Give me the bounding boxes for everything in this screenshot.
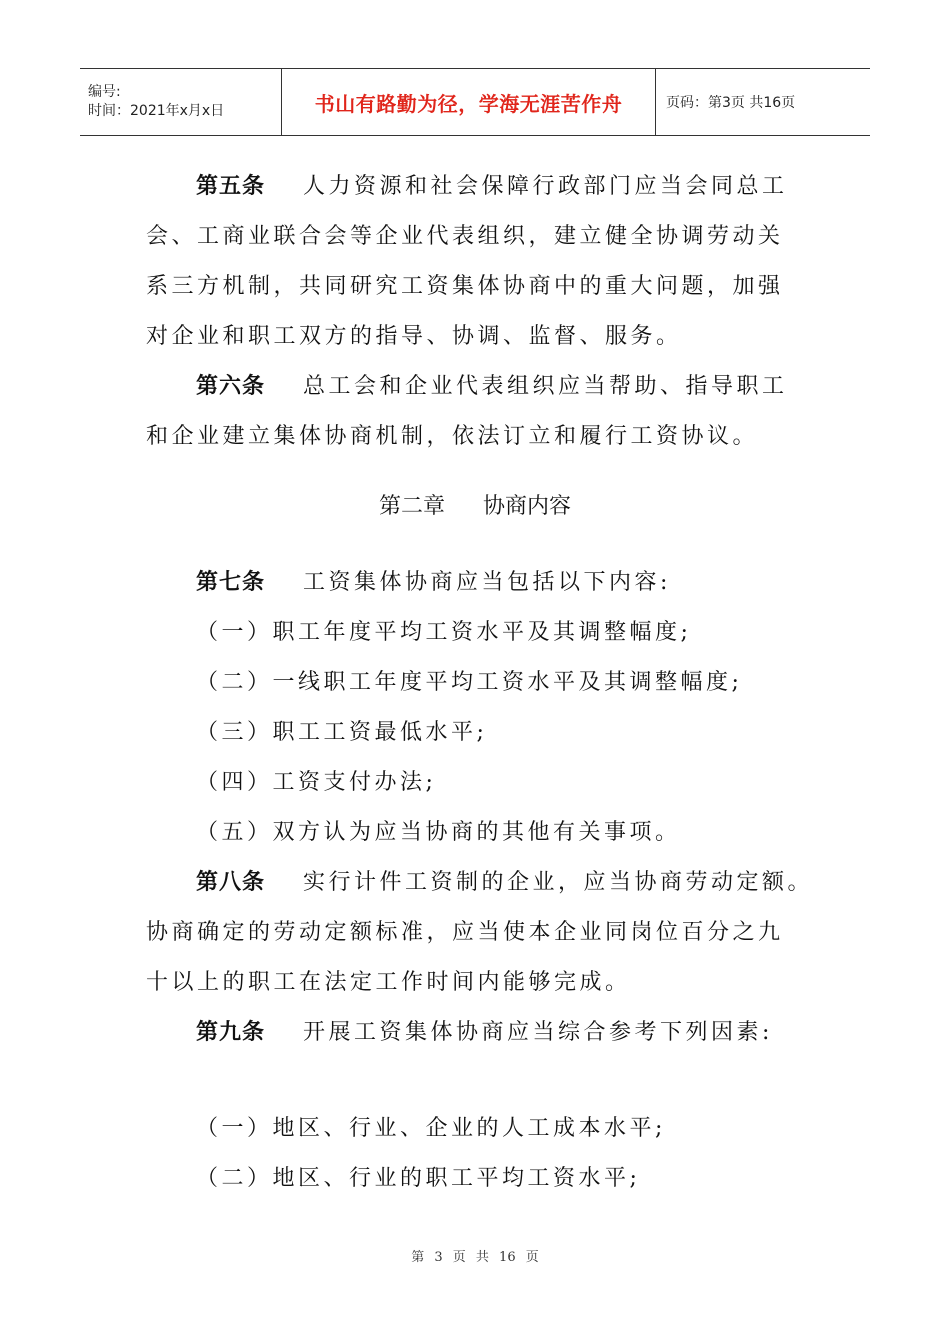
article-6-line-2: 和企业建立集体协商机制，依法订立和履行工资协议。 — [146, 424, 759, 449]
chapter-number: 第二章 — [378, 494, 445, 519]
article-7-item-3: （三）职工工资最低水平; — [196, 720, 488, 745]
article-9-heading: 第九条 — [196, 1020, 266, 1045]
header-meta-cell — [80, 69, 282, 135]
article-8-heading: 第八条 — [196, 870, 266, 895]
article-8-line-2: 协商确定的劳动定额标准，应当使本企业同岗位百分之九 — [146, 920, 784, 945]
article-7-item-4: （四）工资支付办法; — [196, 770, 437, 795]
header-motto: 书山有路勤为径，学海无涯苦作舟 — [314, 91, 623, 116]
article-5-line-1 — [196, 172, 788, 202]
document-number-label: 编号: — [88, 84, 121, 100]
document-time-label: 时间：2021年x月x日 — [88, 103, 225, 119]
article-8-line-1 — [196, 868, 813, 898]
article-5-text: 人力资源和社会保障行政部门应当会同总工 — [303, 174, 788, 199]
article-6-text: 总工会和企业代表组织应当帮助、指导职工 — [303, 374, 788, 399]
article-9-text: 开展工资集体协商应当综合参考下列因素: — [303, 1020, 773, 1045]
article-6-heading: 第六条 — [196, 374, 266, 399]
article-7-item-5: （五）双方认为应当协商的其他有关事项。 — [196, 820, 681, 845]
article-7-line-1 — [196, 568, 671, 598]
header-page-info: 页码：第3页 共16页 — [666, 95, 796, 111]
article-7-text: 工资集体协商应当包括以下内容: — [303, 570, 671, 595]
article-7-heading: 第七条 — [196, 570, 266, 595]
chapter-heading — [0, 492, 950, 522]
article-5-line-2: 会、工商业联合会等企业代表组织，建立健全协调劳动关 — [146, 224, 784, 249]
article-9-item-1: （一）地区、行业、企业的人工成本水平; — [196, 1116, 666, 1141]
chapter-title: 协商内容 — [483, 494, 572, 519]
article-8-line-3: 十以上的职工在法定工作时间内能够完成。 — [146, 970, 631, 995]
article-5-line-4: 对企业和职工双方的指导、协调、监督、服务。 — [146, 324, 682, 349]
header-page-cell — [656, 69, 870, 135]
article-7-item-1: （一）职工年度平均工资水平及其调整幅度; — [196, 620, 692, 645]
article-8-text: 实行计件工资制的企业，应当协商劳动定额。 — [303, 870, 814, 895]
page-footer: 第 3 页 共 16 页 — [411, 1250, 539, 1265]
article-5-line-3: 系三方机制，共同研究工资集体协商中的重大问题，加强 — [146, 274, 784, 299]
article-9-line-1 — [196, 1018, 773, 1048]
article-9-item-2: （二）地区、行业的职工平均工资水平; — [196, 1166, 641, 1191]
article-6-line-1 — [196, 372, 788, 402]
header-motto-cell — [282, 69, 656, 135]
document-header — [80, 68, 870, 136]
article-7-item-2: （二）一线职工年度平均工资水平及其调整幅度; — [196, 670, 743, 695]
article-5-heading: 第五条 — [196, 174, 266, 199]
